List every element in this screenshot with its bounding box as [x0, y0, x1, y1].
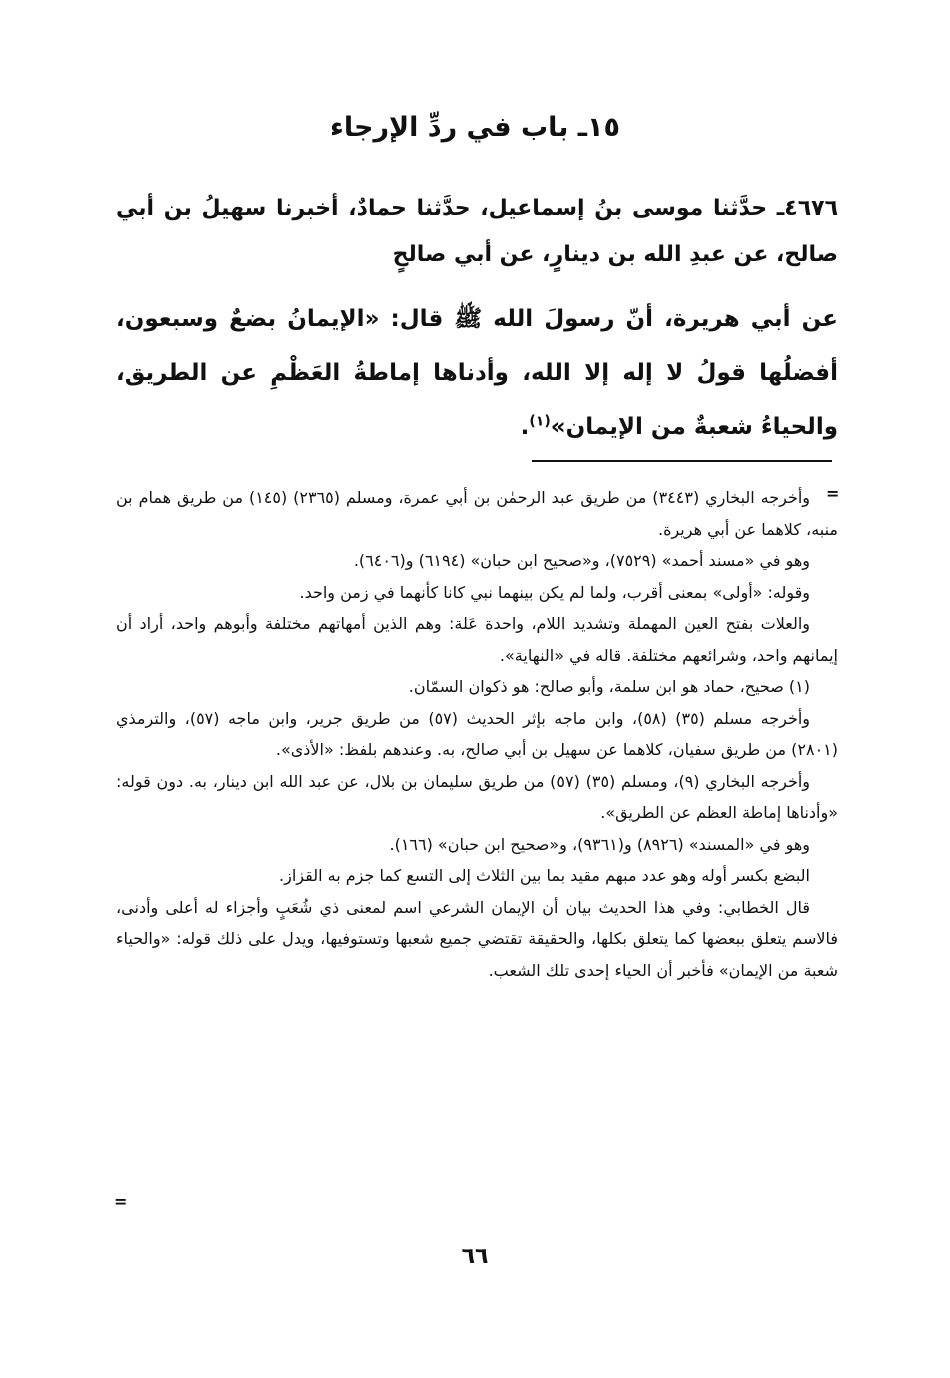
chapter-title: ١٥ـ باب في ردِّ الإرجاء	[330, 112, 620, 143]
footnote-line: البضع بكسر أوله وهو عدد مبهم مقيد بما بين الثلاث إلى التسع كما جزم به القزاز.	[279, 866, 810, 885]
footnote-line: قال الخطابي: وفي هذا الحديث بيان أن الإيمان الشرعي اسم لمعنى ذي شُعَبٍ وأجزاء له أعلى وأدنى، فالاسم يتعلق ببعضها كما يتعلق بكلها، والحقيقة تقتضي جميع شعبها وتستوفيها، ويدل على ذلك قوله: «والحياء شعبة من الإيمان» فأخبر أن الحياء إحدى تلك الشعب.	[116, 897, 838, 980]
footnote-line: وأخرجه البخاري (٣٤٤٣) من طريق عبد الرحمٰن بن أبي عمرة، ومسلم (٢٣٦٥) (١٤٥) من طريق همام بن منبه، كلاهما عن أبي هريرة.	[116, 488, 838, 539]
footnote-line: وهو في «مسند أحمد» (٧٥٢٩)، و«صحيح ابن حبان» (٦١٩٤) و(٦٤٠٦).	[353, 551, 810, 570]
page-number: ٦٦	[461, 1244, 489, 1269]
footnote-separator	[532, 460, 832, 462]
footnote-reference: (١)	[529, 413, 551, 430]
footnote-line: وأخرجه البخاري (٩)، ومسلم (٣٥) (٥٧) من طريق سليمان بن بلال، عن عبد الله ابن دينار، به. دون قوله: «وأدناها إماطة العظم عن الطريق».	[116, 771, 838, 822]
hadith-matn	[116, 292, 838, 454]
footnote-line: وأخرجه مسلم (٣٥) (٥٨)، وابن ماجه بإثر الحديث (٥٧) من طريق جرير، وابن ماجه (٥٧)، والترمذي (٢٨٠١) من طريق سفيان، كلاهما عن سهيل بن أبي صالح، به. وعندهم بلفظ: «الأذى».	[116, 708, 838, 759]
footnote-line: وهو في «المسند» (٨٩٢٦) و(٩٣٦١)، و«صحيح ابن حبان» (١٦٦).	[389, 834, 810, 854]
hadith-isnad: ٤٦٧٦ـ حدَّثنا موسى بنُ إسماعيل، حدَّثنا حمادٌ، أخبرنا سهيلُ بن أبي صالح، عن عبدِ الله بن دينارٍ، عن أبي صالحٍ	[116, 196, 838, 267]
continuation-mark-bottom: =	[114, 1192, 128, 1211]
footnote-line: (١) صحيح، حماد هو ابن سلمة، وأبو صالح: هو ذكوان السمّان.	[408, 677, 810, 696]
footnotes-section	[116, 482, 838, 986]
footnote-line: والعلات بفتح العين المهملة وتشديد اللام، واحدة عَلة: وهم الذين أمهاتهم مختلفة وأبوهم واحد، أراد أن إيمانهم واحد، وشرائعهم مختلفة. قاله في «النهاية».	[116, 614, 838, 665]
hadith-matn-text: عن أبي هريرة، أنّ رسولَ الله ﷺ قال: «الإيمانُ بضعٌ وسبعون، أفضلُها قولُ لا إله إلا الله، وأدناها إماطةُ العَظْمِ عن الطريق، والحياءُ شعبةٌ من الإيمان»	[116, 306, 838, 440]
footnote-line: وقوله: «أولى» بمعنى أقرب، ولما لم يكن بينهما نبي كانا كأنهما في زمن واحد.	[299, 582, 810, 602]
continuation-mark-top: =	[826, 484, 840, 503]
hadith-end-mark: .	[520, 414, 530, 440]
